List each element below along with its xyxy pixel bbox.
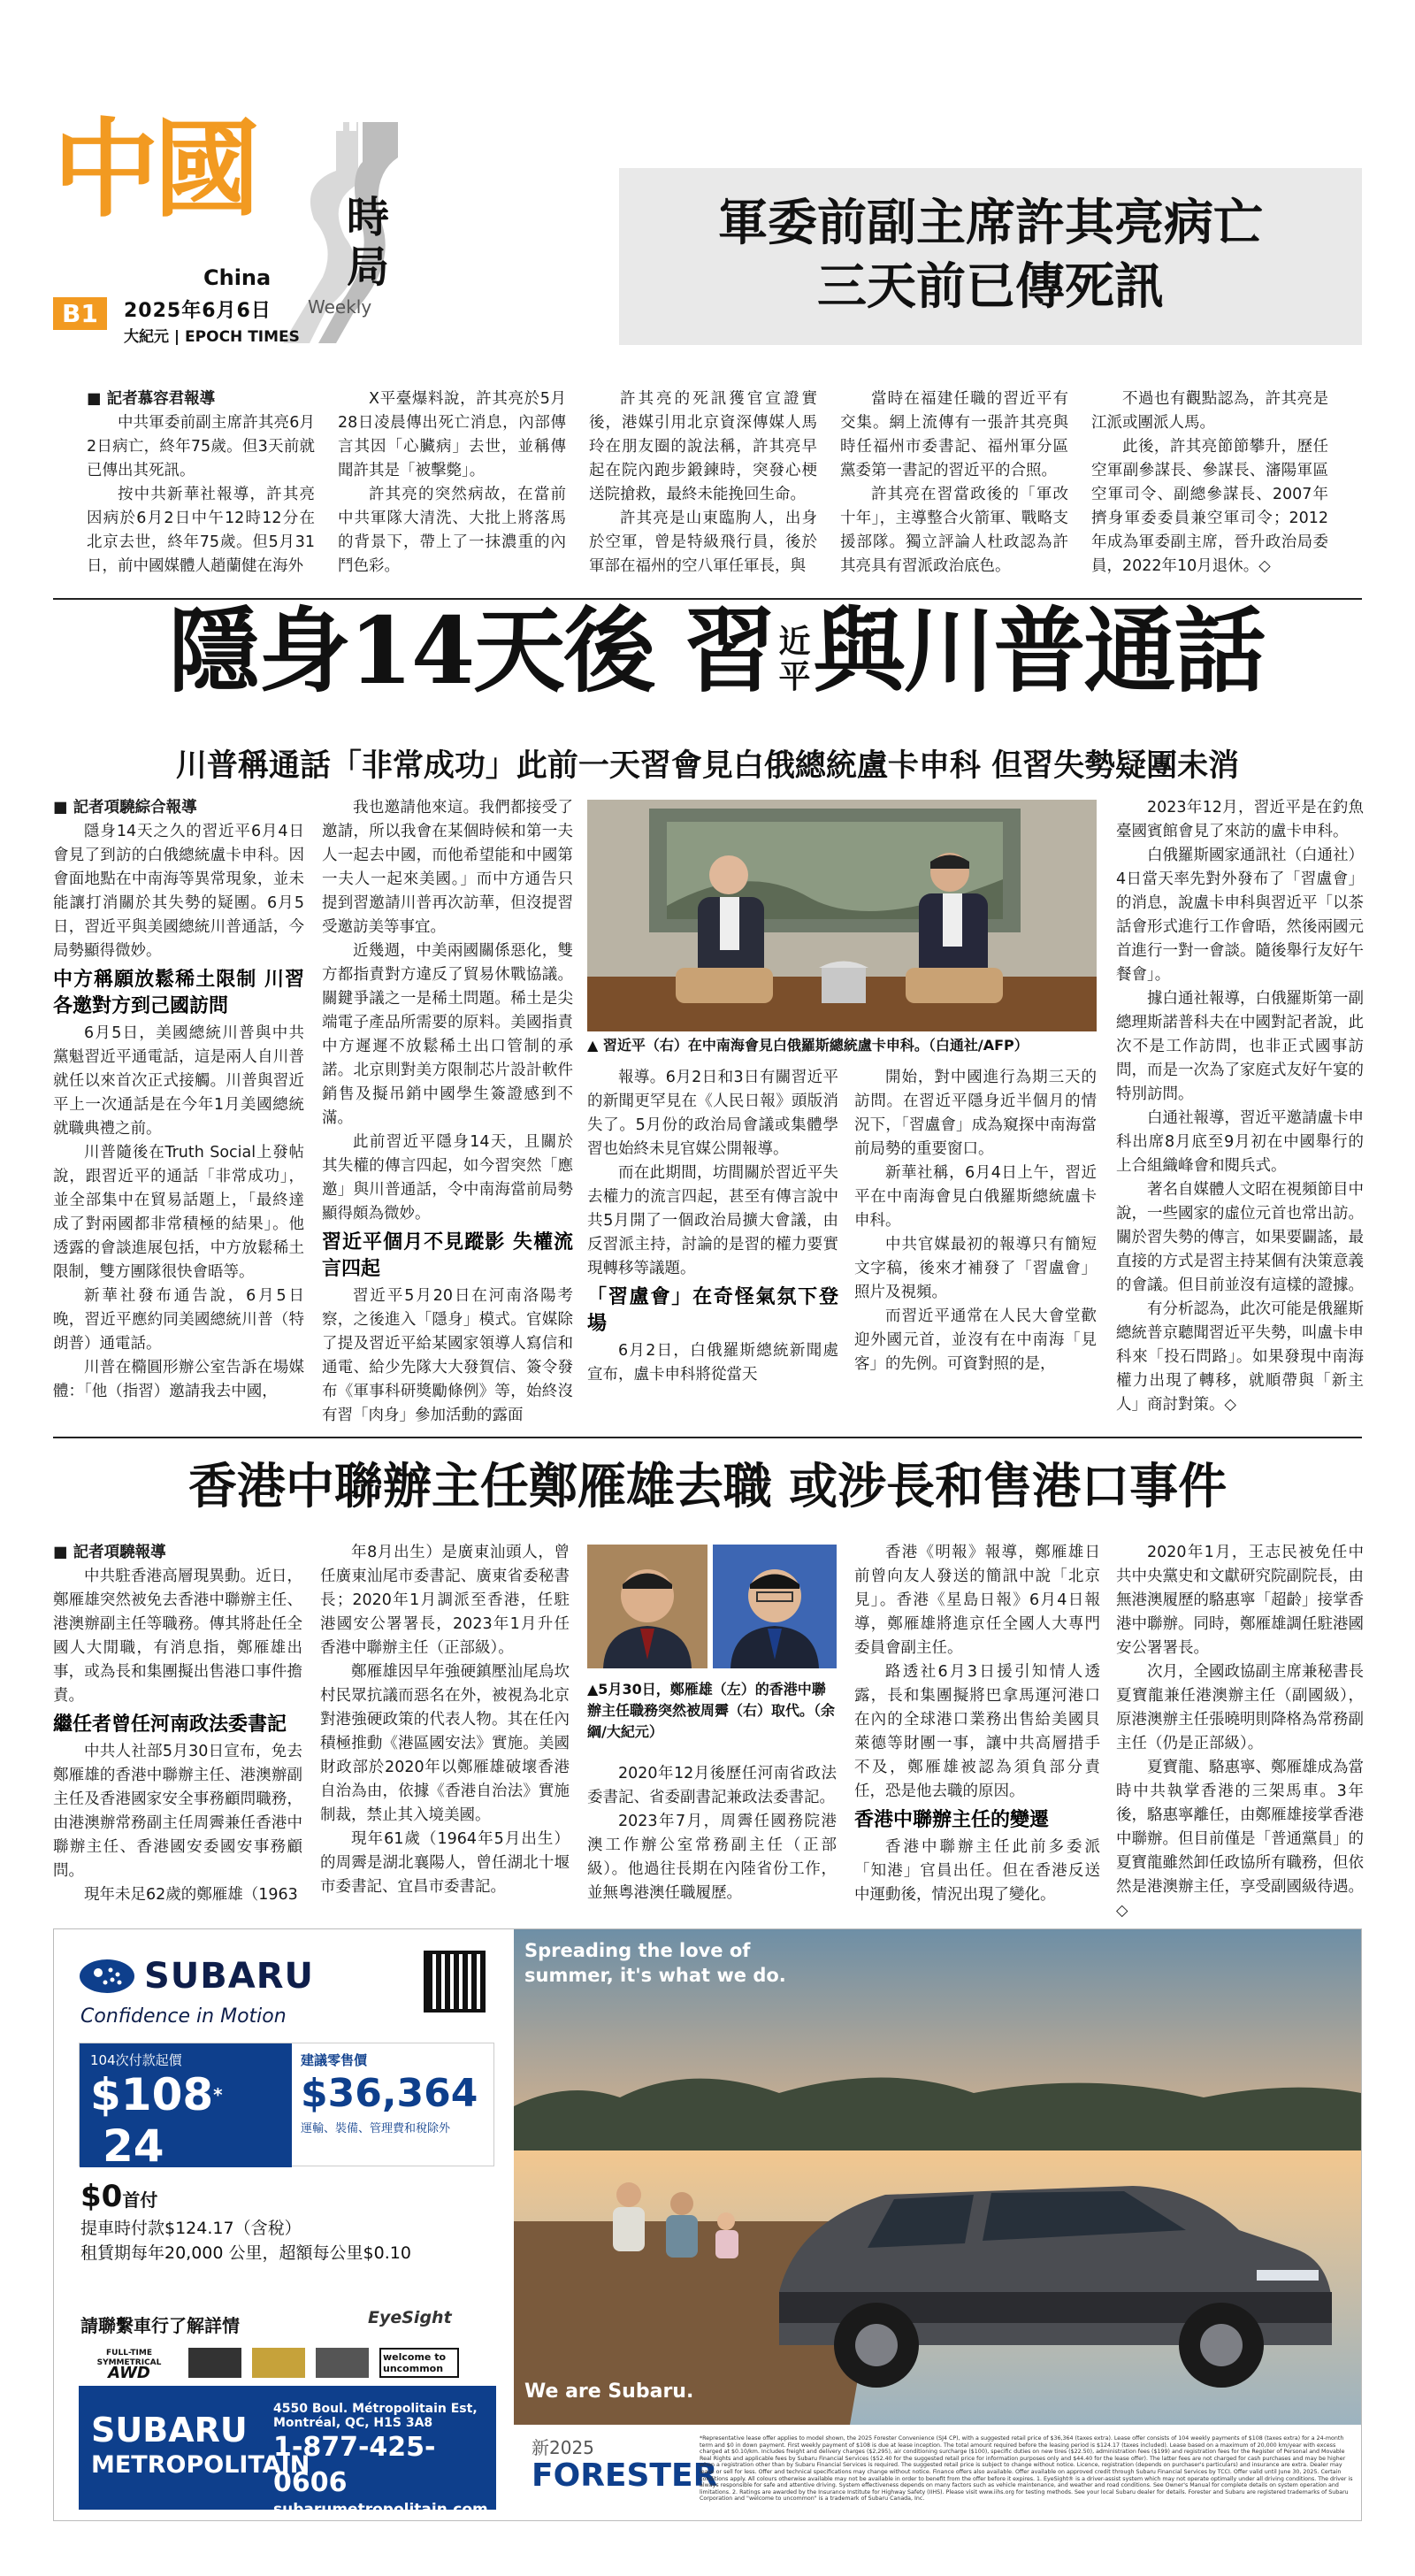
award-badge [316, 2348, 369, 2378]
story3-col3: 2020年12月後歷任河南省政法委書記、省委副書記兼政法委書記。 2023年7月，周霽任國務院港澳工作辦公室常務副主任（正部級）。他過往長期在內陸省份工作，並無粵港澳任職履歷。 [587, 1765, 837, 1902]
lease-panel [80, 2043, 292, 2189]
lease-terms: 提車時付款$124.17（含稅） 租賃期每年20,000 公里，超額每公里$0.10 [80, 2219, 411, 2263]
main-col1: ■ 記者項驍綜合報導 隱身14天之久的習近平6月4日會見了到訪的白俄總統盧卡申科。因會面地點在中南海等異常現象，並未能讓打消關於其失勢的疑團。6月5日，習近平與美國總統川普通話，今局勢顯得微妙。 中方稱願放鬆稀土限制 川習各邀對方到己國訪問 6月5日，美國總統川普與中共黨魁習近平通電話，這是兩人自川普就任以來首次正式接觸。川普與習近平上一次通話是在今年1月美國總統就職典禮之前。 川普隨後在Truth Social上發帖說，跟習近平的通話「非常成功」，並全部集中在貿易話題上，「最終達成了對兩國都非常積極的結果」。他透露的會談進展包括，中方放鬆稀土限制，雙方團隊很快會晤等。 新華社發布通告說，6月5日晚，習近平應約同美國總統川普（特朗普）通電話。 川普在橢圓形辦公室告訴在場媒體：「他（指習）邀請我去中國， [53, 799, 304, 1400]
award-badge [188, 2348, 241, 2378]
lease-amount: $108* 24 [90, 2069, 223, 2172]
dealer-website[interactable]: subarumetropolitain.com [273, 2501, 488, 2518]
welcome-badge: welcome to uncommon [379, 2348, 459, 2378]
story3-col2: 年8月出生）是廣東汕頭人，曾任廣東汕尾市委書記、廣東省委秘書長；2020年1月調派至香港，任駐港國安公署署長，2023年1月升任香港中聯辦主任（正部級）。 鄭雁雄因早年強硬鎮壓汕尾烏坎村民眾抗議而惡名在外，被視為北京對港強硬政策的代表人物。其在任內積極推動《港區國安法》實施。美國財政部於2020年以鄭雁雄破壞香港自治為由，依據《香港自治法》實施制裁，禁止其入境美國。 現年61歲（1964年5月出生）的周霽是湖北襄陽人，曾任湖北十堰市委書記、宜昌市委書記。 [320, 1544, 570, 1896]
portrait-zheng [587, 1545, 708, 1668]
divider [53, 1437, 1362, 1438]
top-headline-line2: 三天前已傳死訊 [817, 258, 1164, 316]
paper-name: 大紀元 | EPOCH TIMES [124, 328, 300, 346]
issue-date: 2025年6月6日 [124, 300, 272, 322]
top-headline-box [619, 168, 1362, 345]
story1-col2: X平臺爆料說，許其亮於5月28日凌晨傳出死亡消息，內部傳言其因「心臟病」去世，並稱傳聞許其是「被擊斃」。 許其亮的突然病故，在當前中共軍隊大清洗、大批上將落馬的背景下，帶上了一抹濃重的內鬥色彩。 [338, 390, 566, 575]
qr-code[interactable] [424, 1951, 486, 2012]
story1-col4: 當時在福建任職的習近平有交集。網上流傳有一張許其亮與時任福州市委書記、福州軍分區黨委第一書記的習近平的合照。 許其亮在習當政後的「軍改十年」，主導整合火箭軍、戰略支援部隊。獨立評論人杜政認為許其亮具有習派政治底色。 [840, 390, 1068, 575]
pricing-box [79, 2043, 494, 2189]
dealer-bar[interactable] [79, 2386, 496, 2518]
main-col3: 報導。6月2日和3日有關習近平的新聞更罕見在《人民日報》頭版消失了。5月份的政治局會議或集體學習也始終未見官媒公開報導。 而在此期間，坊間關於習近平失去權力的流言四起，甚至有傳言說中共5月開了一個政治局擴大會議，由反習派主持，討論的是習的權力要實現轉移等議題。 「習盧會」在奇怪氣氛下登場 6月2日，白俄羅斯總統新聞處宣布，盧卡申科將從當天 [587, 1069, 838, 1384]
section-badge: B1 [53, 297, 107, 330]
msrp-sub: 運輸、裝備、管理費和稅除外 [301, 2122, 451, 2135]
msrp-panel [301, 2051, 491, 2135]
main-headline: 隱身14天後 習 近 平與川普通話 [168, 596, 1265, 705]
logo-chinese: 中國 [53, 109, 255, 232]
dealer-logo: SUBARU METROPOLITAIN [91, 2411, 310, 2479]
brand-name: SUBARU [144, 1956, 315, 1997]
down-payment: $0首付 [80, 2179, 158, 2214]
masthead [53, 109, 460, 352]
lease-sub: 每週，稅除外 個月租賃 [90, 2174, 281, 2189]
lake-car-illustration [514, 1929, 1361, 2425]
weekly-label: Weekly [308, 296, 372, 318]
logo-china: China [203, 265, 272, 290]
story3-photo-caption: ▲5月30日，鄭雁雄（左）的香港中聯辦主任職務突然被周霽（右）取代。（余綱/大紀元） [587, 1681, 836, 1740]
story1-col3: 許其亮的死訊獲官宣證實後，港媒引用北京資深傳媒人馬玲在朋友圈的說法稱，許其亮早起在院內跑步鍛鍊時，突發心梗送院搶救，最終未能挽回生命。 許其亮是山東臨朐人，出身於空軍，曾是特級飛行員，後於軍部在福州的空八軍任軍長，與 [589, 390, 817, 575]
main-photo-caption: ▲ 習近平（右）在中南海會見白俄羅斯總統盧卡申科。（白通社/AFP） [587, 1037, 1029, 1054]
tagline: Confidence in Motion [80, 2005, 287, 2028]
eyesight-logo: EyeSight [368, 2308, 452, 2327]
award-badge [252, 2348, 305, 2378]
dealer-address2: Montréal, QC, H1S 3A8 [273, 2416, 433, 2430]
headline-small-name: 近 平 [778, 622, 809, 695]
dealer-address1: 4550 Boul. Métropolitain Est, [273, 2402, 478, 2416]
logo-side: 時局 [347, 193, 390, 292]
main-photo [587, 800, 1097, 1031]
story1-col1: ■ 記者慕容君報導 中共軍委前副主席許其亮6月2日病亡，終年75歲。但3天前就已傳出其死訊。 按中共新華社報導，許其亮因病於6月2日中午12時12分在北京去世，終年75歲。但5月31日，前中國媒體人趙蘭健在海外 [87, 390, 315, 575]
msrp-label: 建議零售價 [301, 2052, 368, 2068]
meeting-photo-illustration [587, 800, 1097, 1031]
cta[interactable]: 請聯繫車行了解詳情 [80, 2315, 240, 2336]
model-name: 新2025 FORESTER [532, 2437, 718, 2494]
main-col4: 開始，對中國進行為期三天的訪問。在習近平隱身近半個月的情況下，「習盧會」成為窺探中南海當前局勢的重要窗口。 新華社稱，6月4日上午，習近平在中南海會見白俄羅斯總統盧卡申科。 中共官媒最初的報導只有簡短文字稿，後來才補發了「習盧會」照片及視頻。 而習近平通常在人民大會堂歡迎外國元首，並沒有在中南海「見客」的先例。可資對照的是， [854, 1069, 1097, 1373]
main-col5: 2023年12月，習近平是在釣魚臺國賓館會見了來訪的盧卡申科。 白俄羅斯國家通訊社（白通社）4日當天率先對外發布了「習盧會」的消息，說盧卡申科與習近平「以茶話會形式進行工作會晤，然後兩國元首進行一對一會談。隨後舉行友好午餐會」。 據白通社報導，白俄羅斯第一副總理斯諾普科夫在中國對記者說，此次不是工作訪問，也非正式國事訪問，而是一次為了家庭式友好午宴的特別訪問。 白通社報導，習近平邀請盧卡申科出席8月底至9月初在中國舉行的上合組織峰會和閱兵式。 著名自媒體人文昭在視頻節目中說，一些國家的虛位元首也常出訪。關於習失勢的傳言，如果要闢謠，最直接的方式是習主持某個有決策意義的會議。但目前並沒有這樣的證據。 有分析認為，此次可能是俄羅斯總統普京聽聞習近平失勢，叫盧卡申科來「投石問路」。如果發現中南海權力出現了轉移，就順帶與「新主人」商討對策。◇ [1116, 799, 1364, 1414]
subaru-stars-icon [79, 1959, 135, 1994]
feature-badges [80, 2345, 496, 2380]
dealer-info [273, 2402, 494, 2518]
story3-col1: ■ 記者項驍報導 中共駐香港高層現異動。近日，鄭雁雄突然被免去香港中聯辦主任、港澳辦副主任等職務。傳其將赴任全國人大閒職，有消息指，鄭雁雄出事，或為長和集團擬出售港口事件擔責。 繼任者曾任河南政法委書記 中共人社部5月30日宣布，免去鄭雁雄的香港中聯辦主任、港澳辦副主任及香港國家安全事務顧問職務，由港澳辦常務副主任周霽兼任香港中聯辦主任、香港國安委國安事務顧問。 現年未足62歲的鄭雁雄（1963 [53, 1544, 302, 1904]
fine-print: *Representative lease offer applies to model shown, the 2025 Forester Convenience (SJ4 CP), with a suggested retail price of $36,364 (taxes extra). Lease offer consists of 104 weekly payments of $108 (taxes extra) for a 24-month term and $0 in down payment. First weekly payment of $108 is due at lease inception. The total amount required before the leasing period is $124.17 (taxes included). Lease based on a maximum of 20,000 km/year with excess charged at $0.10/km. Includes freight and delivery charges ($2,295), air conditioning surcharge ($100), specific duties on new tires ($22.50), administration fees ($199) and registration fees for the Register of Personal and Movable Real Rights and applicable fees by Subaru Financial Services ($52.40 for the suggested retail price for information purposes only and $44.40 for the lease offer). The latter fees are not charged for cash purchases and may be higher when a registration other than by Subaru Financial Services is required. The suggested retail price is subject to change without notice. Licence, registration (depends on purchaser's particulars) and insurance are extra. Dealer may lease or sell for less. Offer and technical specifications may change without notice. Finance offers also available. Offer available on approved credit through Subaru Financial Services by TCCI. Offer valid until June 30, 2025. Certain conditions apply. All colours otherwise available may not be available in order to benefit from the offer before it expires. 1. EyeSight® is a driver-assist system which may not operate optimally under all driving conditions. The driver is always responsible for safe and attentive driving. System effectiveness depends on many factors such as vehicle maintenance, and weather and road conditions. See Owner's Manual for complete details on system operation and limitations. 2. Ratings are awarded by the Insurance Institute for Highway Safety (IIHS). Please visit www.iihs.org for testing methods. See your local Subaru dealer for details. Forester and Subaru are registered trademarks of Subaru Corporation and "welcome to uncommon" is a trademark of Subaru Canada, Inc. [700, 2435, 1353, 2503]
dealer-phone[interactable]: 1-877-425-0606 [273, 2432, 436, 2498]
story3-photo-right [713, 1545, 837, 1668]
main-col2: 我也邀請他來這。我們都接受了邀請，所以我會在某個時候和第一夫人一起去中國，而他希望能和中國第一夫人一起來美國。」而中方通告只提到習邀請川普再次訪華，但沒提習受邀訪美等事宜。 近幾週，中美兩國關係惡化，雙方都指責對方違反了貿易休戰協議。關鍵爭議之一是稀土問題。稀土是尖端電子產品所需要的原料。美國指責中方遲遲不放鬆稀土出口管制的承諾。北京則對美方限制芯片設計軟件銷售及擬吊銷中國學生簽證感到不滿。 此前習近平隱身14天，且關於其失權的傳言四起，如今習突然「應邀」與川普通話，令中南海當前局勢顯得頗為微妙。 習近平個月不見蹤影 失權流言四起 習近平5月20日在河南洛陽考察，之後進入「隱身」模式。官媒除了提及習近平給某國家領導人寫信和通電、給少先隊大大發賀信、簽令發布《軍事科研獎勵條例》等，始終沒有習「肉身」參加活動的露面 [322, 799, 573, 1424]
story3-headline: 香港中聯辦主任鄭雁雄去職 或涉長和售港口事件 [187, 1458, 1228, 1514]
story1-col5: 不過也有觀點認為，許其亮是江派或團派人馬。 此後，許其亮節節攀升，歷任空軍副參謀長、參謀長、瀋陽軍區空軍司令、副總參謀長、2007年擠身軍委委員兼空軍司令；2012年成為軍委副主席，晉升政治局委員，2022年10月退休。◇ [1091, 390, 1328, 575]
story3-col4: 香港《明報》報導，鄭雁雄日前曾向友人發送的簡訊中說「北京見」。香港《星島日報》6月4日報導，鄭雁雄將進京任全國人大專門委員會副主任。 路透社6月3日援引知情人透露，長和集團擬將巴拿馬運河港口在內的全球港口業務出售給美國貝萊德等財團一事，讓中共高層措手不及，鄭雁雄被認為須負部分責任，恐是他去職的原因。 香港中聯辦主任的變遷 香港中聯辦主任此前多委派「知港」官員出任。但在香港反送中運動後，情況出現了變化。 [854, 1544, 1100, 1904]
lease-label: 104次付款起價 [90, 2052, 182, 2068]
we-are-subaru: We are Subaru. [524, 2380, 694, 2403]
main-subheadline: 川普稱通話「非常成功」此前一天習會見白俄總統盧卡申科 但習失勢疑團未消 [175, 748, 1240, 784]
subaru-ad[interactable] [53, 1928, 1362, 2521]
msrp-amount: $36,364 [301, 2071, 478, 2116]
ad-slogan: Spreading the love of summer, it's what we do. [524, 1940, 786, 1986]
subaru-logo [79, 1956, 314, 1997]
awd-badge: FULL-TIME SYMMETRICAL AWD [96, 2348, 162, 2382]
ad-photo [514, 1929, 1361, 2425]
top-headline-line1: 軍委前副主席許其亮病亡 [718, 195, 1263, 252]
story3-photo-left [587, 1545, 708, 1668]
story3-col5: 2020年1月，王志民被免任中共中央黨史和文獻研究院副院長，由無港澳履歷的駱惠寧「超齡」接掌香港中聯辦。同時，鄭雁雄調任駐港國安公署署長。 次月，全國政協副主席兼秘書長夏寶龍兼任港澳辦主任（副國級），原港澳辦主任張曉明則降格為常務副主任（仍是正部級）。 夏寶龍、駱惠寧、鄭雁雄成為當時中共執掌香港的三架馬車。3年後，駱惠寧離任，由鄭雁雄接掌香港中聯辦。但目前僅是「普通黨員」的夏寶龍雖然卸任政協所有職務，但依然是港澳辦主任，享受副國級待遇。◇ [1116, 1544, 1364, 1920]
portrait-zhou [713, 1545, 837, 1668]
